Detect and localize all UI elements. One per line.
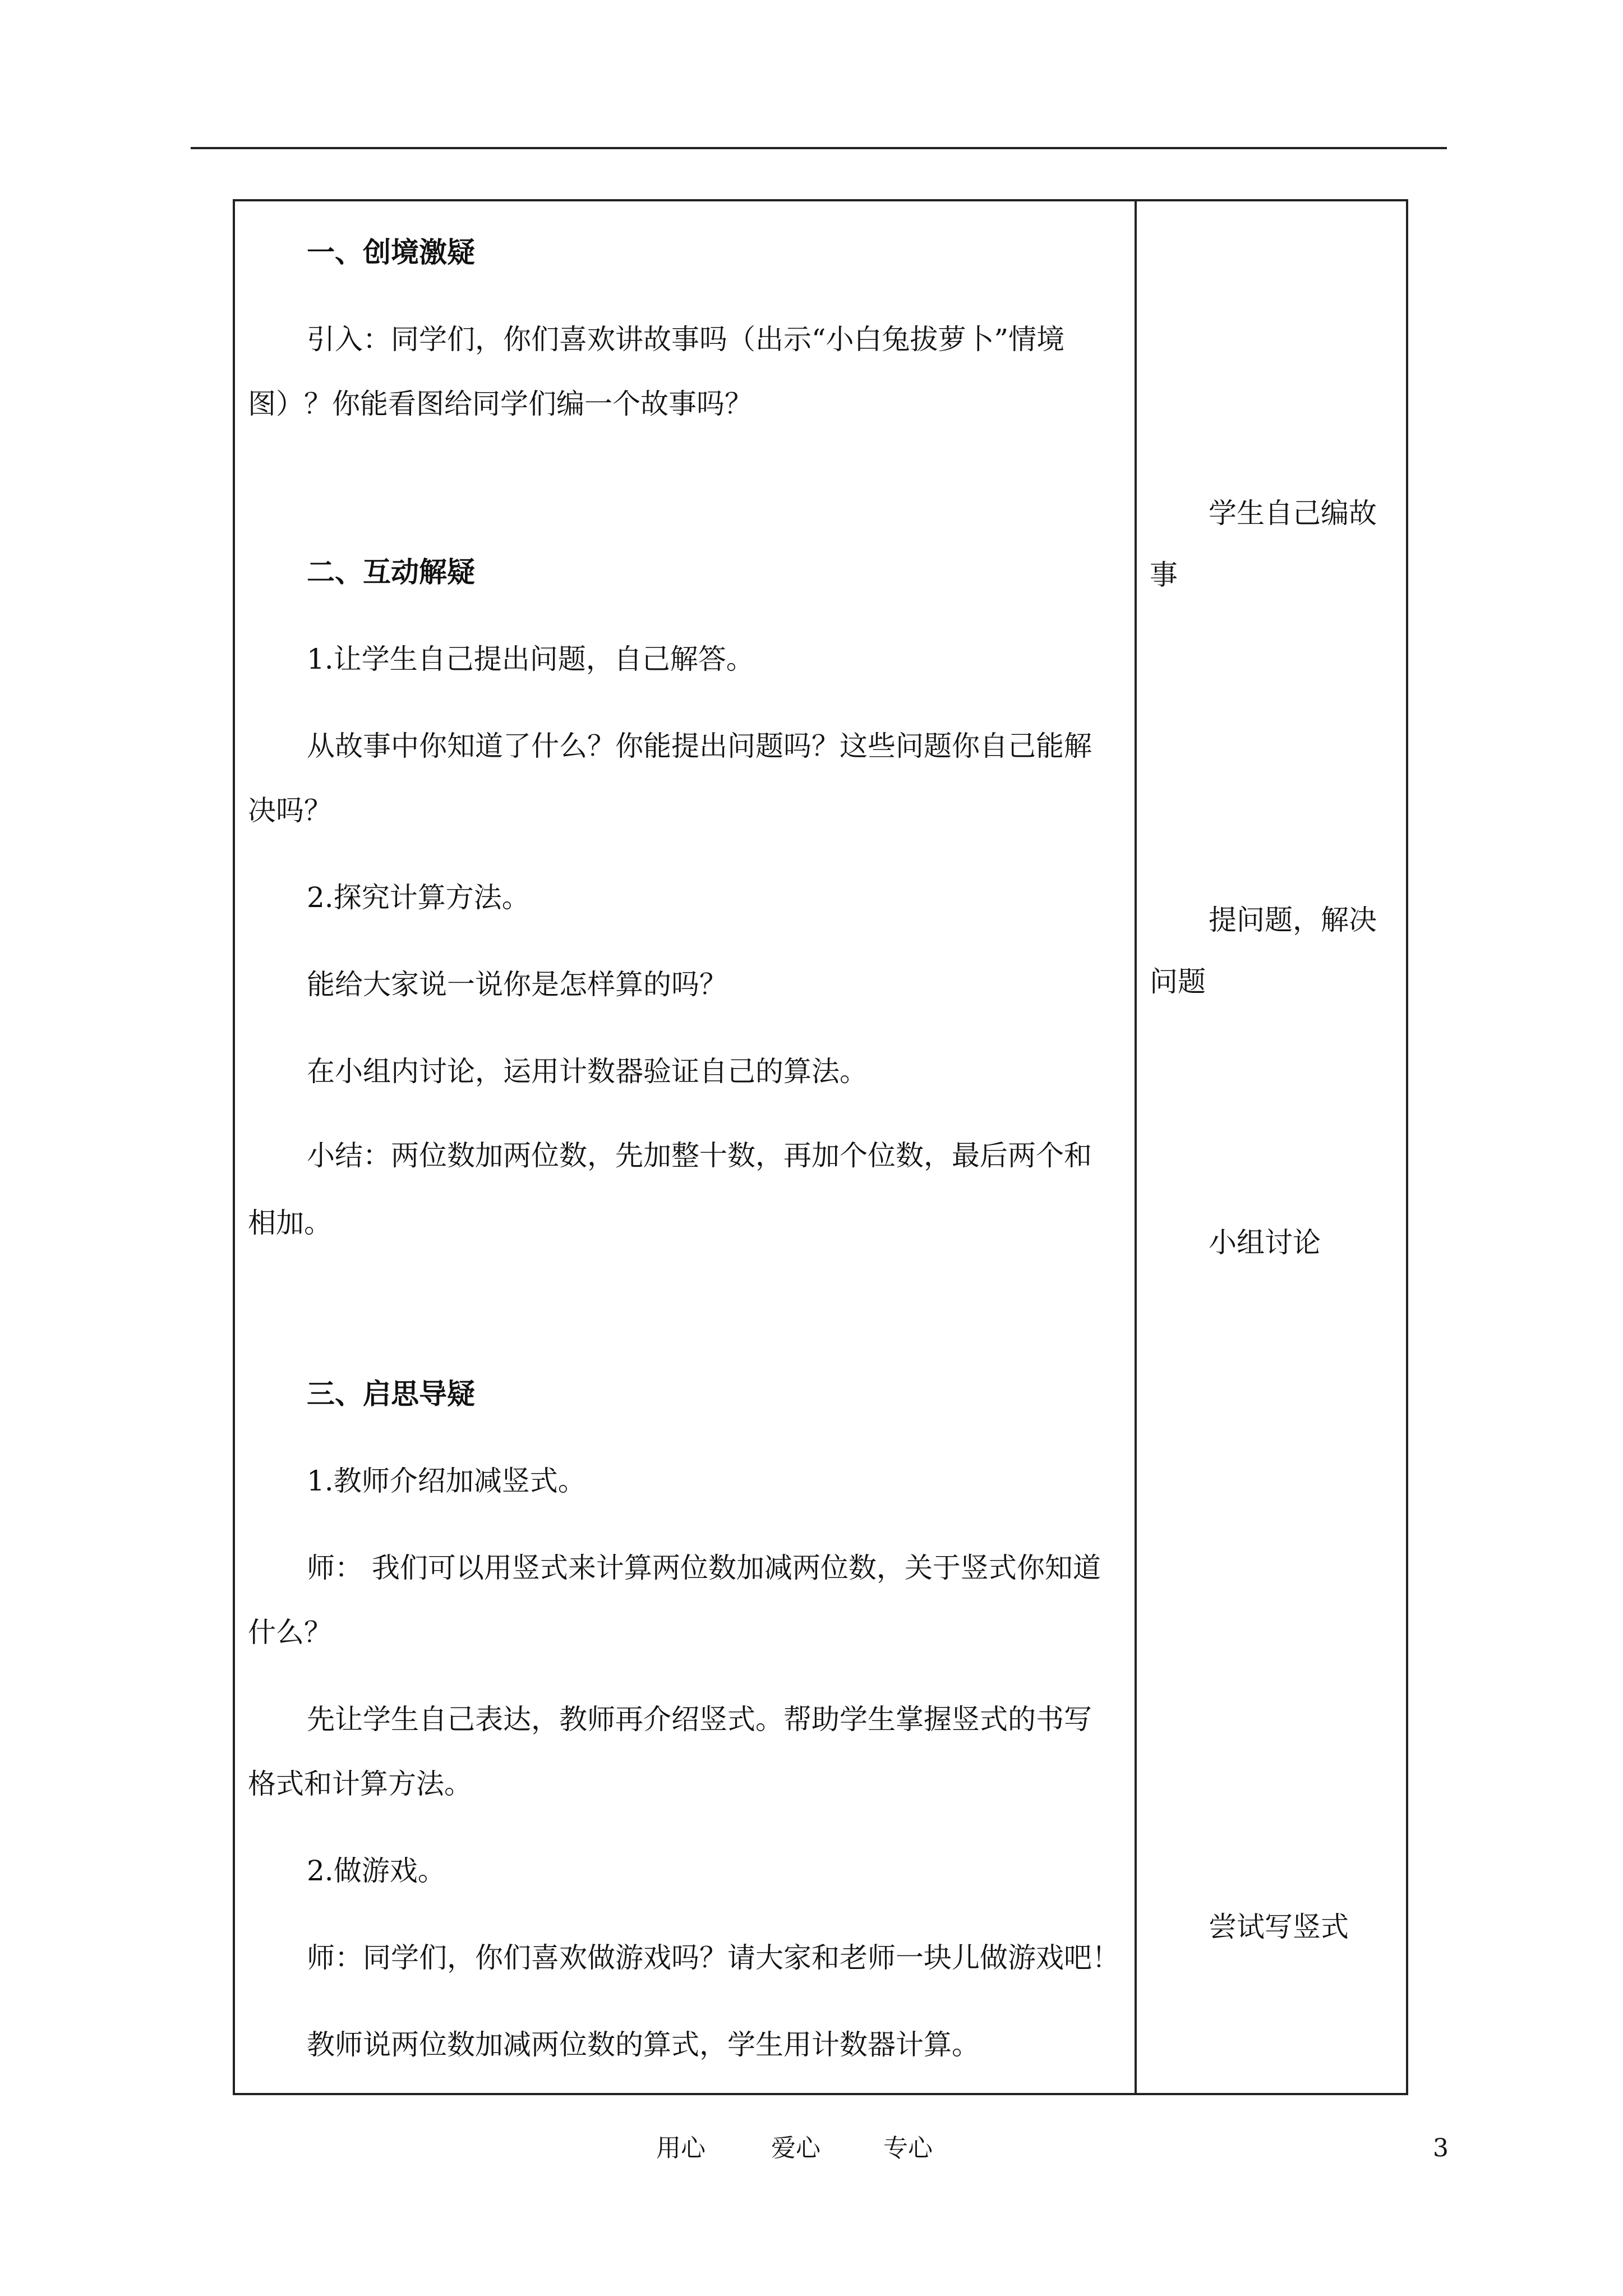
lesson-content-column [248, 0, 1134, 2296]
page-number: 3 [1433, 2134, 1449, 2162]
activity-note: 问题 [1150, 965, 1206, 998]
paragraph-line: 图）？你能看图给同学们编一个故事吗？ [248, 388, 753, 420]
paragraph-line: 决吗？ [248, 794, 332, 827]
paragraph-line: 从故事中你知道了什么？你能提出问题吗？这些问题你自己能解 [307, 730, 1092, 762]
paragraph-line: 师：同学们，你们喜欢做游戏吗？请大家和老师一块儿做游戏吧！ [307, 1941, 1120, 1974]
paragraph-line: 教师说两位数加减两位数的算式，学生用计数器计算。 [307, 2028, 980, 2061]
section-heading-2: 二、互动解疑 [307, 555, 475, 588]
paragraph-line: 引入：同学们，你们喜欢讲故事吗（出示“小白兔拔萝卜”情境 [307, 323, 1065, 356]
section-heading-3: 三、启思导疑 [307, 1377, 475, 1410]
paragraph-line: 能给大家说一说你是怎样算的吗？ [307, 968, 727, 1001]
paragraph-line: 先让学生自己表达，教师再介绍竖式。帮助学生掌握竖式的书写 [307, 1703, 1092, 1736]
student-activity-column [1150, 0, 1396, 2296]
activity-note: 学生自己编故 [1209, 497, 1377, 530]
activity-note: 提问题，解决 [1209, 904, 1377, 936]
paragraph-line: 2.做游戏。 [307, 1855, 446, 1887]
activity-note: 小组讨论 [1209, 1226, 1321, 1259]
footer-label-3: 专心 [883, 2134, 933, 2162]
paragraph-line: 小结：两位数加两位数，先加整十数，再加个位数，最后两个和 [307, 1139, 1092, 1172]
paragraph-line: 格式和计算方法。 [248, 1768, 472, 1800]
paragraph-line: 1.让学生自己提出问题，自己解答。 [307, 643, 754, 675]
paragraph-line: 1.教师介绍加减竖式。 [307, 1465, 586, 1497]
footer-label-2: 爱心 [771, 2134, 820, 2162]
section-heading-1: 一、创境激疑 [307, 236, 475, 269]
table-column-divider [1135, 199, 1137, 2095]
paragraph-line: 2.探究计算方法。 [307, 881, 530, 914]
activity-note: 尝试写竖式 [1209, 1911, 1349, 1943]
paragraph-line: 师： 我们可以用竖式来计算两位数加减两位数，关于竖式你知道 [307, 1552, 1101, 1584]
activity-note: 事 [1150, 559, 1178, 591]
paragraph-line: 在小组内讨论，运用计数器验证自己的算法。 [307, 1055, 868, 1088]
footer-label-1: 用心 [656, 2134, 706, 2162]
paragraph-line: 相加。 [248, 1207, 332, 1239]
paragraph-line: 什么？ [248, 1616, 332, 1649]
